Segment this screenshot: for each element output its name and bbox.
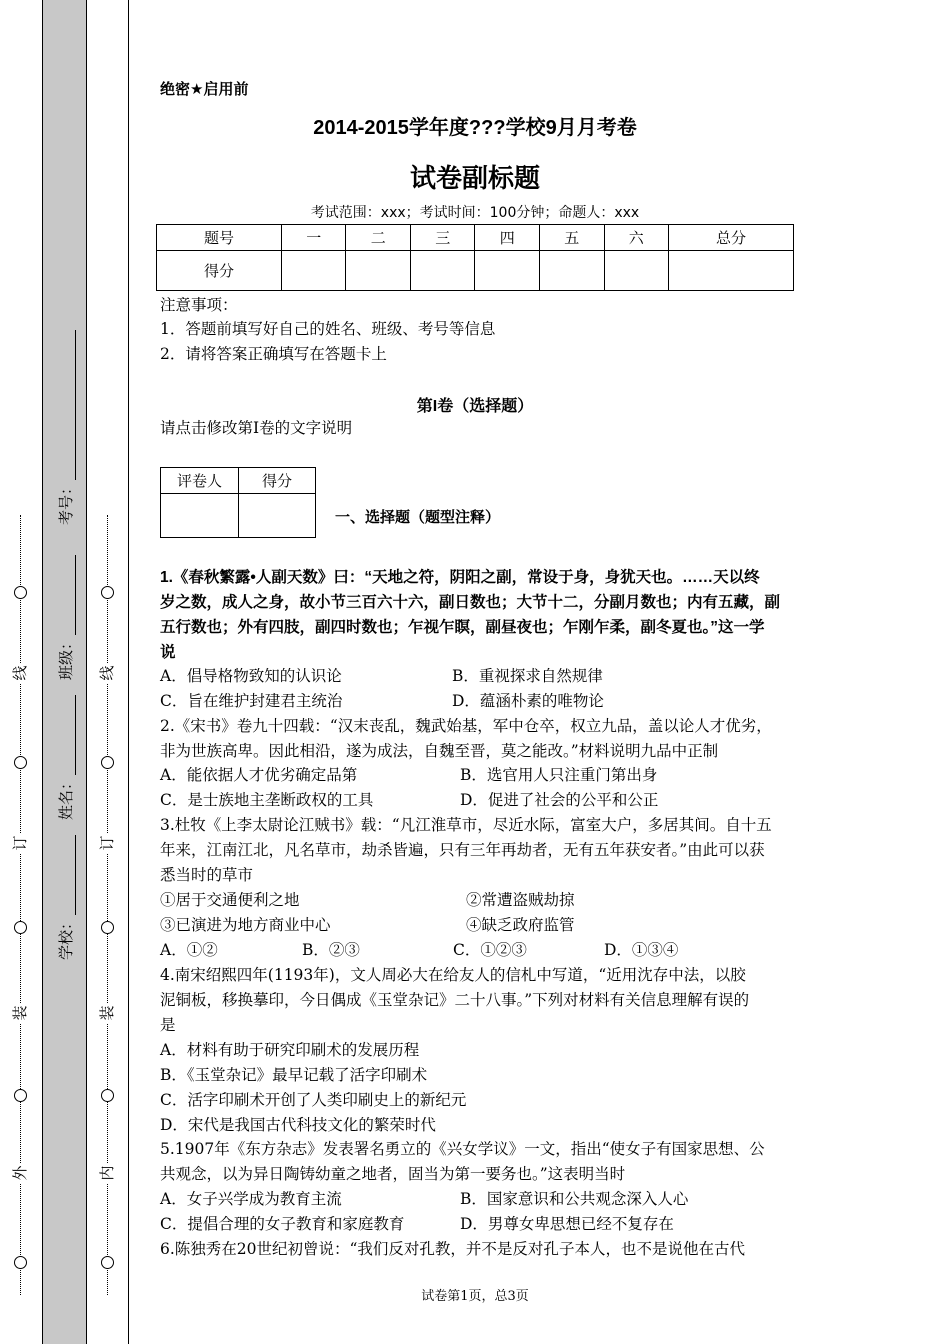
question-line: 五行数也；外有四肢，副四时数也；乍视乍瞑，副昼夜也；乍刚乍柔，副冬夏也。”这一学 [160, 619, 765, 636]
score-cell[interactable] [540, 251, 605, 291]
grader-header: 得分 [239, 468, 316, 494]
page-footer: 试卷第1页，总3页 [421, 1289, 529, 1304]
notes-title: 注意事项： [160, 296, 238, 314]
score-header: 五 [540, 225, 605, 251]
inner-circle [101, 1089, 114, 1102]
outer-char-zhuang: 装 [10, 1003, 30, 1023]
question-line: 4.南宋绍熙四年(1193年)，文人周必大在给友人的信札中写道，“近用沈存中法，以胶 [160, 966, 746, 984]
question-line: 是 [160, 1016, 176, 1034]
option[interactable]: A．女子兴学成为教育主流 [160, 1190, 342, 1208]
option[interactable]: A．材料有助于研究印刷术的发展历程 [160, 1041, 420, 1059]
section-title: 第I卷（选择题） [416, 398, 534, 415]
inner-circle [101, 1256, 114, 1269]
inner-char-ding: 订 [97, 833, 117, 853]
outer-circle [14, 586, 27, 599]
part1-title: 一、选择题（题型注释） [335, 509, 501, 526]
grader-cell[interactable] [239, 494, 316, 538]
score-header: 三 [410, 225, 475, 251]
option[interactable]: A．倡导格物致知的认识论 [160, 667, 342, 685]
name-label: 姓名： [57, 774, 75, 820]
option[interactable]: C．是士族地主垄断政权的工具 [160, 791, 374, 809]
section-desc: 请点击修改第I卷的文字说明 [160, 419, 353, 437]
option[interactable]: D．促进了社会的公平和公正 [460, 791, 659, 809]
outer-char-xian: 线 [10, 663, 30, 683]
statement-item: ③已演进为地方商业中心 [160, 916, 331, 934]
inner-circle [101, 586, 114, 599]
note-item: 1．答题前填写好自己的姓名、班级、考号等信息 [160, 320, 496, 338]
note-item: 2．请将答案正确填写在答题卡上 [160, 345, 387, 363]
statement-item: ②常遭盗贼劫掠 [466, 891, 575, 909]
question-line: 悉当时的草市 [160, 866, 254, 884]
score-table [156, 224, 794, 291]
question-line: 非为世族高卑。因此相沿，遂为成法，自魏至晋，莫之能改。”材料说明九品中正制 [160, 742, 719, 760]
option[interactable]: C．①②③ [453, 941, 527, 959]
option[interactable]: A．①② [160, 941, 218, 959]
score-cell[interactable] [604, 251, 669, 291]
school-field[interactable] [55, 835, 76, 960]
score-header: 二 [346, 225, 411, 251]
score-cell[interactable] [410, 251, 475, 291]
score-header: 题号 [157, 225, 282, 251]
exam-number-field[interactable] [55, 330, 76, 525]
outer-circle [14, 1089, 27, 1102]
option[interactable]: B．重视探求自然规律 [452, 667, 603, 685]
class-field[interactable] [55, 555, 76, 680]
grader-cell[interactable] [161, 494, 239, 538]
grader-box [160, 467, 316, 538]
score-cell[interactable] [281, 251, 346, 291]
question-line: 岁之数，成人之身，故小节三百六十六，副日数也；大节十二，分副月数也；内有五藏，副 [160, 594, 781, 611]
name-field[interactable] [55, 695, 76, 820]
score-cell[interactable] [346, 251, 411, 291]
question-line: 共观念，以为异日陶铸幼童之地者，固当为第一要务也。”这表明当时 [160, 1165, 626, 1183]
option[interactable]: C．提倡合理的女子教育和家庭教育 [160, 1215, 405, 1233]
inner-circle [101, 921, 114, 934]
outer-circle [14, 921, 27, 934]
option[interactable]: B．国家意识和公共观念深入人心 [460, 1190, 689, 1208]
exam-subtitle: 试卷副标题 [409, 163, 540, 193]
score-header: 六 [604, 225, 669, 251]
question-line: 6.陈独秀在20世纪初曾说：“我们反对孔教，并不是反对孔子本人，也不是说他在古代 [160, 1240, 745, 1258]
inner-char-zhuang: 装 [97, 1003, 117, 1023]
score-cell[interactable] [475, 251, 540, 291]
class-label: 班级： [57, 634, 75, 680]
question-line: 泥铜板，移换摹印，今日偶成《玉堂杂记》二十八事。”下列对材料有关信息理解有误的 [160, 991, 750, 1009]
inner-char-xian: 线 [97, 663, 117, 683]
question-line: 5.1907年《东方杂志》发表署名勇立的《兴女学议》一文，指出“使女子有国家思想、公 [160, 1140, 765, 1158]
option[interactable]: C．旨在维护封建君主统治 [160, 692, 343, 710]
question-line: 1.《春秋繁露•人副天数》曰：“天地之符，阴阳之副，常设于身，身犹天也。……天以终 [160, 569, 760, 586]
score-header: 一 [281, 225, 346, 251]
option[interactable]: D．①③④ [604, 941, 679, 959]
option[interactable]: D．宋代是我国古代科技文化的繁荣时代 [160, 1116, 436, 1134]
score-cell[interactable] [669, 251, 794, 291]
option[interactable]: D．蕴涵朴素的唯物论 [452, 692, 604, 710]
question-line: 说 [160, 644, 176, 661]
question-line: 3.杜牧《上李太尉论江贼书》载：“凡江淮草市，尽近水际，富室大户，多居其间。自十五 [160, 816, 772, 834]
inner-char-nei: 内 [97, 1163, 117, 1183]
score-header: 四 [475, 225, 540, 251]
outer-circle [14, 1256, 27, 1269]
option[interactable]: B．《玉堂杂记》最早记载了活字印刷术 [160, 1066, 428, 1084]
question-line: 年来，江南江北，凡名草市，劫杀皆遍，只有三年再劫者，无有五年获安者。”由此可以获 [160, 841, 765, 859]
school-label: 学校： [57, 914, 75, 960]
outer-circle [14, 756, 27, 769]
exam-number-label: 考号： [57, 479, 75, 525]
option[interactable]: B．选官用人只注重门第出身 [460, 766, 658, 784]
option[interactable]: A．能依据人才优劣确定品第 [160, 766, 358, 784]
exam-info: 考试范围：xxx；考试时间：100分钟；命题人：xxx [310, 205, 640, 221]
statement-item: ①居于交通便利之地 [160, 891, 300, 909]
question-line: 2.《宋书》卷九十四载：“汉末丧乱，魏武始基，军中仓卒，权立九品，盖以论人才优劣， [160, 717, 772, 735]
outer-char-ding: 订 [10, 833, 30, 853]
outer-char-wai: 外 [10, 1163, 30, 1183]
inner-circle [101, 756, 114, 769]
grader-header: 评卷人 [161, 468, 239, 494]
score-row-label: 得分 [157, 251, 282, 291]
option[interactable]: C．活字印刷术开创了人类印刷史上的新纪元 [160, 1091, 467, 1109]
score-header: 总分 [669, 225, 794, 251]
option[interactable]: D．男尊女卑思想已经不复存在 [460, 1215, 674, 1233]
exam-title: 2014-2015学年度???学校9月月考卷 [313, 117, 637, 139]
option[interactable]: B．②③ [302, 941, 360, 959]
statement-item: ④缺乏政府监管 [466, 916, 575, 934]
secret-label: 绝密★启用前 [160, 81, 249, 98]
